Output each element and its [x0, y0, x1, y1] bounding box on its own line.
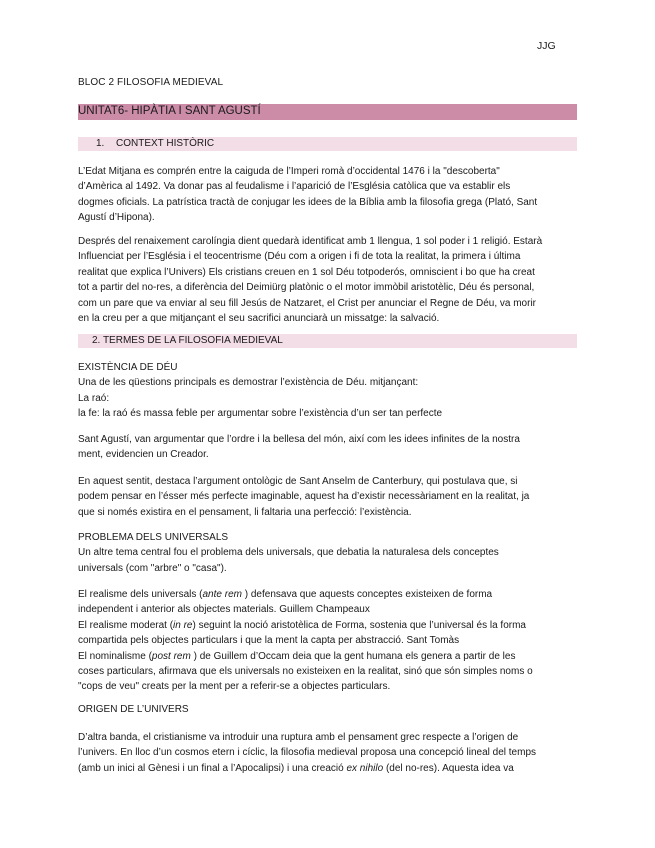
text-line [78, 587, 578, 602]
existencia-heading: EXISTÈNCIA DE DÉU [78, 362, 178, 373]
paragraph-agusti [78, 432, 578, 463]
text-line: La raó: [78, 392, 110, 404]
italic-term: ex nihilo [346, 762, 384, 774]
text-run: El realisme dels universals ( [78, 589, 203, 600]
text-run: (del no-res). Aquesta idea va [383, 762, 514, 774]
block-title: BLOC 2 FILOSOFIA MEDIEVAL [78, 77, 224, 88]
section2-title: 2. TERMES DE LA FILOSOFIA MEDIEVAL [92, 335, 283, 346]
italic-term: post rem [151, 650, 191, 662]
text-line: podem pensar en l’ésser més perfecte imaginable, aquest ha d’existir necessàriament en la realitat, ja [78, 491, 530, 503]
text-line: Influenciat per l’Església i el teocentrisme (Déu com a origen i fi de tota la realitat, la primera i última [78, 251, 521, 263]
text-line: L’Edat Mitjana es comprén entre la caiguda de l’Imperi romà d’occidental 1476 i la "descoberta" [78, 166, 500, 177]
text-line: dogmes oficials. La patrística tractà de conjugar les idees de la Bíblia amb la filosofia grega (Plató, Sant [78, 196, 538, 208]
text-run: El realisme moderat ( [78, 619, 174, 631]
text-run: ) defensava que aquests conceptes existeixen de forma [241, 589, 493, 600]
text-line: tot a partir del no-res, a diferència del Deimiürg platònic o el motor immòbil aristotèlic, Déu és personal, [78, 282, 535, 294]
text-line: Després del renaixement carolíngia dient quedarà identificat amb 1 llengua, 1 sol poder i 1 religió. Estarà [78, 236, 543, 247]
header-initials: JJG [537, 40, 556, 52]
universals-heading: PROBLEMA DELS UNIVERSALS [78, 532, 229, 543]
text-line: En aquest sentit, destaca l’argument ontològic de Sant Anselm de Canterbury, qui postulava que, si [78, 476, 518, 487]
text-line: "cops de veu" creats per la ment per a referir-se a objectes particulars. [78, 681, 391, 693]
origen-heading-block [78, 702, 578, 717]
paragraph-context-1 [78, 164, 578, 226]
text-line [78, 761, 578, 776]
text-line: realitat que explica l’Univers) Els cristians creuen en 1 sol Déu totpoderós, omniscient i bo que ha creat [78, 266, 535, 278]
italic-term: ante rem [202, 589, 242, 600]
text-line: independent i anterior als objectes materials. Guillem Champeaux [78, 604, 370, 616]
text-line: la fe: la raó és massa feble per argumentar sobre l’existència d’un ser tan perfecte [78, 408, 443, 420]
text-line: Un altre tema central fou el problema dels universals, que debatia la naturalesa dels conceptes [78, 547, 499, 559]
text-line [78, 618, 578, 633]
italic-term: in re [173, 619, 193, 631]
paragraph-anselm [78, 474, 578, 520]
text-line: que si només existira en el pensament, li faltaria una perfecció: l’existència. [78, 506, 412, 518]
paragraph-context-2 [78, 234, 578, 326]
text-line: en la creu per a que mitjançant el seu sacrifici anunciarà un missatge: la salvació. [78, 313, 440, 325]
text-run: (amb un inici al Gènesi i un final a l’Apocalipsi) i una creació [78, 762, 347, 774]
text-line: ment, evidencien un Creador. [78, 449, 209, 461]
universals-block [78, 530, 578, 576]
realisme-block [78, 587, 578, 695]
text-line: coses particulars, afirmava que els universals no existeixen en la realitat, sinó que són simples noms o [78, 666, 533, 678]
text-line: D’altra banda, el cristianisme va introduir una ruptura amb el pensament grec respecte a l’origen de [78, 732, 519, 743]
text-line: Agustí d’Hipona). [78, 212, 155, 224]
text-line: d’Amèrica al 1492. Va donar pas al feudalisme i l’aparició de l’Església catòlica que va establir els [78, 181, 511, 193]
text-run: ) seguint la noció aristotèlica de Forma, sostenia que l’universal és la forma [192, 619, 526, 631]
section1-number: 1. [96, 138, 105, 149]
unit-title: UNITAT6- HIPÀTIA I SANT AGUSTÍ [78, 105, 261, 117]
text-line: compartida pels objectes particulars i que la ment la capta per abstracció. Sant Tomàs [78, 635, 460, 647]
section1-title: CONTEXT HISTÒRIC [116, 138, 215, 149]
text-line [78, 649, 578, 664]
existencia-block [78, 360, 578, 422]
text-line: l’univers. En lloc d’un cosmos etern i cíclic, la filosofia medieval proposa una concepció lineal del temps [78, 747, 537, 759]
text-line: Sant Agustí, van argumentar que l’ordre i la bellesa del món, així com les idees infinites de la nostra [78, 434, 520, 445]
text-run: ) de Guillem d’Occam deia que la gent humana els genera a partir de les [190, 650, 516, 662]
text-line: universals (com "arbre" o "casa"). [78, 562, 227, 574]
text-run: El nominalisme ( [78, 650, 152, 662]
origen-paragraph [78, 730, 578, 776]
origen-heading: ORIGEN DE L’UNIVERS [78, 704, 189, 715]
text-line: Una de les qüestions principals es demostrar l’existència de Déu. mitjançant: [78, 377, 419, 389]
text-line: com un pare que va enviar al seu fill Jesús de Natzaret, el Crist per anunciar el Regne de Déu, va morir [78, 297, 537, 309]
